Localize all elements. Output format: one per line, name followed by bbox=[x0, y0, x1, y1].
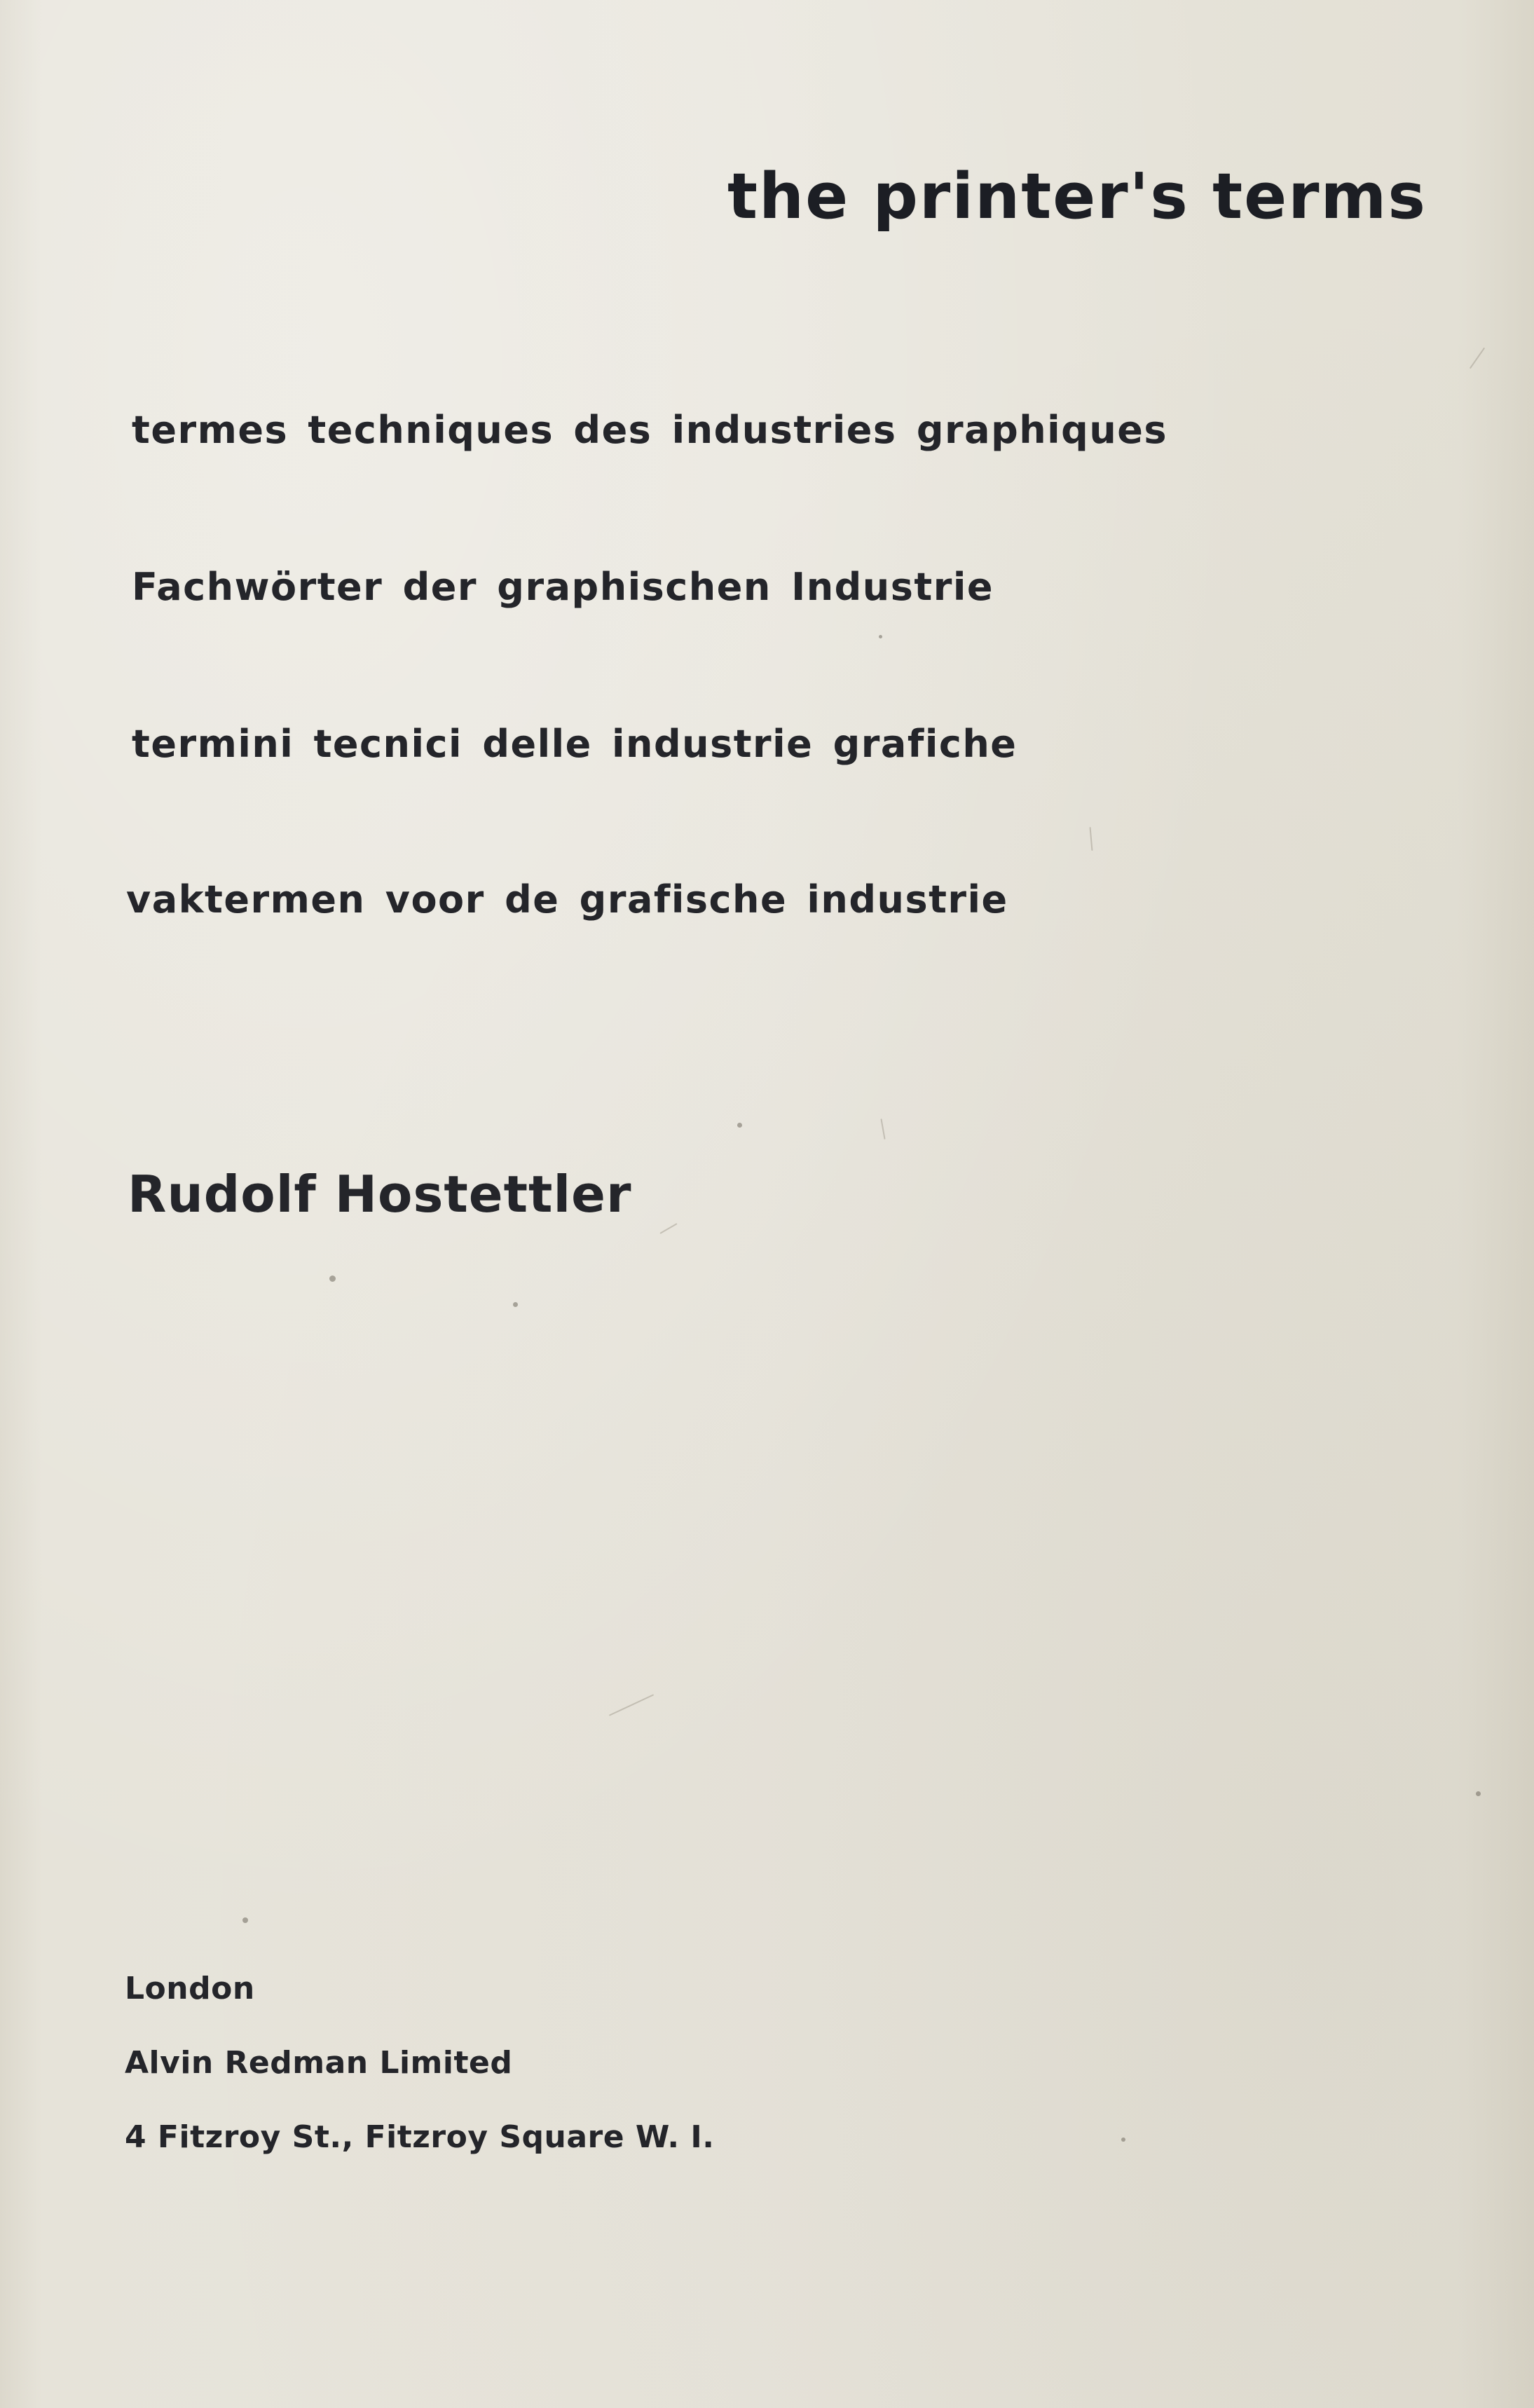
paper-fiber bbox=[1470, 348, 1485, 369]
paper-speck bbox=[329, 1275, 336, 1282]
paper-fiber bbox=[1090, 827, 1093, 851]
subtitle-italian: termini tecnici delle industrie grafiche bbox=[132, 722, 1018, 766]
paper-fiber bbox=[609, 1694, 654, 1716]
paper-speck bbox=[1476, 1791, 1481, 1796]
paper-speck bbox=[737, 1123, 742, 1128]
paper-speck bbox=[879, 635, 882, 638]
author-name: Rudolf Hostettler bbox=[128, 1165, 632, 1224]
paper-speck bbox=[1121, 2137, 1125, 2142]
imprint-address: 4 Fitzroy St., Fitzroy Square W. I. bbox=[125, 2119, 715, 2155]
paper-fiber bbox=[659, 1223, 677, 1234]
imprint-city: London bbox=[125, 1971, 255, 2006]
book-title: the printer's terms bbox=[727, 160, 1427, 233]
paper-fiber bbox=[880, 1119, 885, 1140]
subtitle-french: termes techniques des industries graphiques bbox=[132, 408, 1168, 452]
imprint-publisher: Alvin Redman Limited bbox=[125, 2045, 513, 2081]
paper-speck bbox=[242, 1917, 248, 1923]
subtitle-dutch: vaktermen voor de grafische industrie bbox=[126, 877, 1008, 922]
subtitle-german: Fachwörter der graphischen Industrie bbox=[132, 565, 994, 609]
paper-speck bbox=[513, 1302, 518, 1307]
